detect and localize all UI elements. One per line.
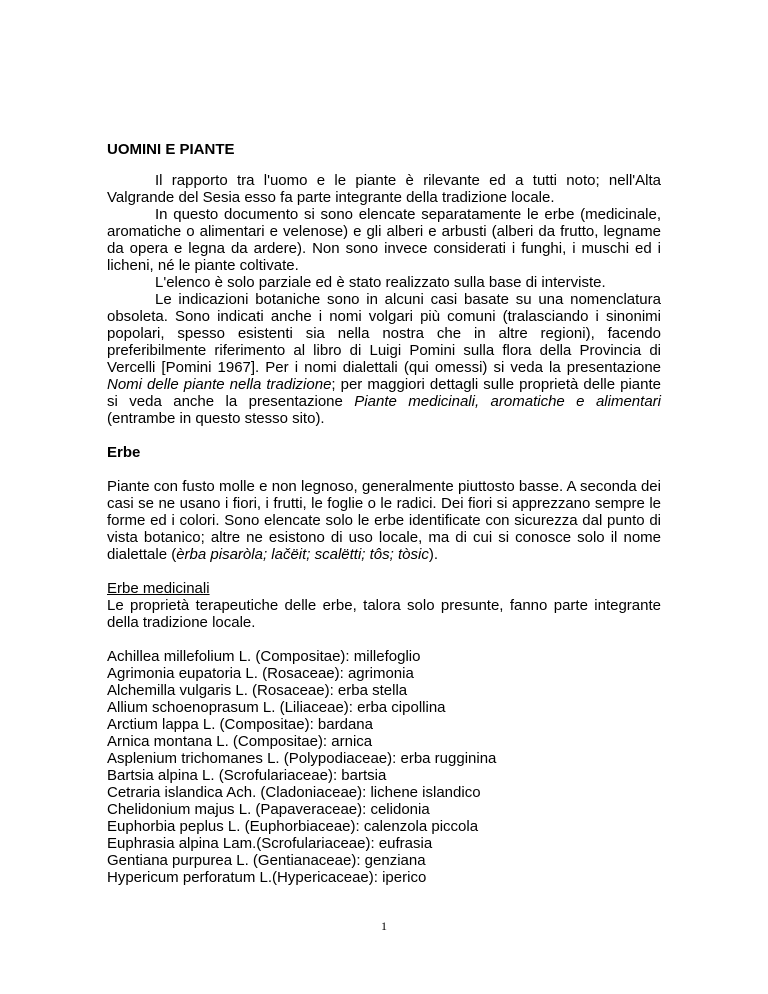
- list-item: Hypericum perforatum L.(Hypericaceae): iperico: [107, 869, 427, 886]
- intro-paragraph-4: Le indicazioni botaniche sono in alcuni casi basate su una nomenclatura obsoleta. Sono indicati anche i nomi volgari più comuni (tralasciando i sinonimi popolari, spesso esistenti sia nella nostra che in altre regioni), facendo preferibilmente riferimento al libro di Luigi Pomini sulla flora della Provincia di Vercelli [Pomini 1967]. Per i nomi dialettali (qui omessi) si veda la presentazione Nomi delle piante nella tradizione; per maggiori dettagli sulle proprietà delle piante si veda anche la presentazione Piante medicinali, aromatiche e alimentari (entrambe in questo stesso sito).: [107, 291, 661, 427]
- erbe-description: Piante con fusto molle e non legnoso, generalmente piuttosto basse. A seconda dei casi se ne usano i fiori, i frutti, le foglie o le radici. Dei fiori si apprezzano sempre le forme ed i colori. Sono elencate solo le erbe identificate con sicurezza dal punto di vista botanico; altre ne esistono di uso locale, ma di cui si conosce solo il nome dialettale (èrba pisaròla; lačëit; scalëtti; tôs; tòsic).: [107, 478, 661, 563]
- list-item: Alchemilla vulgaris L. (Rosaceae): erba stella: [107, 682, 408, 699]
- list-item: Agrimonia eupatoria L. (Rosaceae): agrimonia: [107, 665, 414, 682]
- list-item: Gentiana purpurea L. (Gentianaceae): genziana: [107, 852, 426, 869]
- section-heading-erbe: Erbe: [107, 444, 141, 461]
- list-item: Arctium lappa L. (Compositae): bardana: [107, 716, 373, 733]
- list-item: Allium schoenoprasum L. (Liliaceae): erba cipollina: [107, 699, 446, 716]
- list-item: Achillea millefolium L. (Compositae): millefoglio: [107, 648, 421, 665]
- list-item: Euphrasia alpina Lam.(Scrofulariaceae): eufrasia: [107, 835, 433, 852]
- list-item: Cetraria islandica Ach. (Cladoniaceae): lichene islandico: [107, 784, 481, 801]
- page-number: 1: [381, 919, 387, 933]
- link-title-nomi: Nomi delle piante nella tradizione: [107, 376, 332, 393]
- dialect-names: èrba pisaròla; lačëit; scalëtti; tôs; tòsic: [176, 546, 429, 563]
- subsection-heading-medicinali: Erbe medicinali: [107, 580, 210, 597]
- intro-paragraph-1: Il rapporto tra l'uomo e le piante è rilevante ed a tutti noto; nell'Alta Valgrande del Sesia esso fa parte integrante della tradizione locale.: [107, 172, 661, 206]
- list-item: Chelidonium majus L. (Papaveraceae): celidonia: [107, 801, 430, 818]
- list-item: Asplenium trichomanes L. (Polypodiaceae): erba rugginina: [107, 750, 497, 767]
- list-item: Arnica montana L. (Compositae): arnica: [107, 733, 373, 750]
- link-title-piante: Piante medicinali, aromatiche e alimentari: [354, 393, 661, 410]
- medicinali-description: Le proprietà terapeutiche delle erbe, talora solo presunte, fanno parte integrante della tradizione locale.: [107, 597, 661, 631]
- intro-paragraph-3: L'elenco è solo parziale ed è stato realizzato sulla base di interviste.: [155, 274, 606, 291]
- document-title: UOMINI E PIANTE: [107, 141, 235, 158]
- list-item: Bartsia alpina L. (Scrofulariaceae): bartsia: [107, 767, 387, 784]
- list-item: Euphorbia peplus L. (Euphorbiaceae): calenzola piccola: [107, 818, 479, 835]
- page-content: [107, 141, 661, 886]
- medicinal-herbs-list: [107, 648, 661, 886]
- intro-paragraph-2: In questo documento si sono elencate separatamente le erbe (medicinale, aromatiche o alimentari e velenose) e gli alberi e arbusti (alberi da frutto, legname da opera e legna da ardere). Non sono invece considerati i funghi, i muschi ed i licheni, né le piante coltivate.: [107, 206, 661, 274]
